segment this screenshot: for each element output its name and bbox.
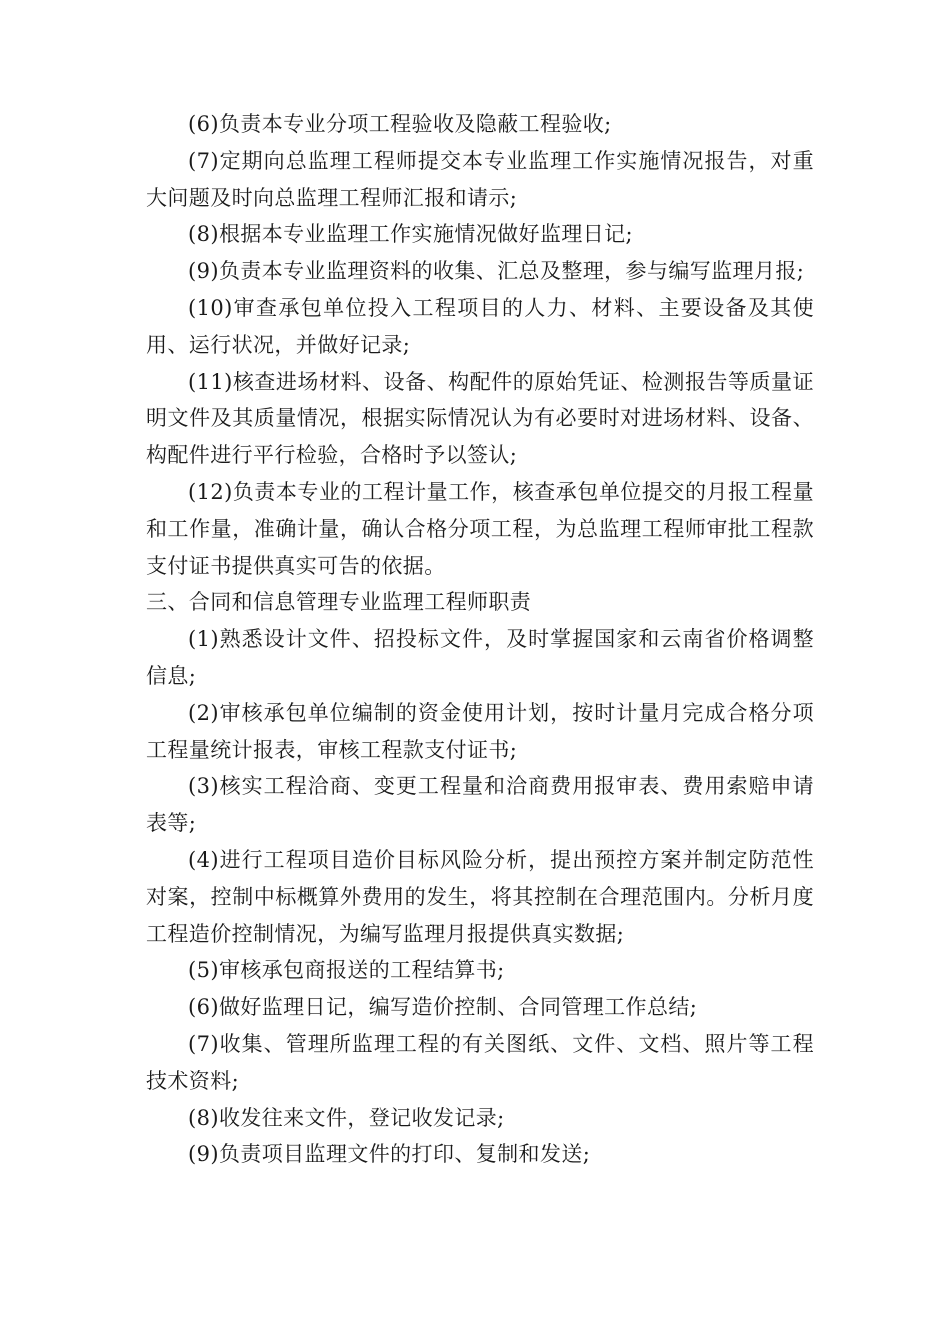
duty-item-a12: (12)负责本专业的工程计量工作，核查承包单位提交的月报工程量和工作量，准确计量，确认合格分项工程，为总监理工程师审批工程款支付证书提供真实可告的依据。 [146,479,814,578]
duty-item-b2: (2)审核承包单位编制的资金使用计划，按时计量月完成合格分项工程量统计报表，审核工程款支付证书; [146,700,814,762]
duty-item-b7: (7)收集、管理所监理工程的有关图纸、文件、文档、照片等工程技术资料; [146,1031,814,1093]
duty-item-a8: (8)根据本专业监理工作实施情况做好监理日记; [188,222,634,247]
duty-item-b3: (3)核实工程洽商、变更工程量和洽商费用报审表、费用索赔申请表等; [146,774,814,836]
duty-item-a10: (10)审查承包单位投入工程项目的人力、材料、主要设备及其使用、运行状况，并做好记录; [146,295,814,357]
duty-item-b5: (5)审核承包商报送的工程结算书; [188,958,505,983]
document-body [146,106,814,1173]
duty-item-b6: (6)做好监理日记，编写造价控制、合同管理工作总结; [188,995,698,1020]
duty-item-b1: (1)熟悉设计文件、招投标文件，及时掌握国家和云南省价格调整信息; [146,627,814,688]
duty-item-a11: (11)核查进场材料、设备、构配件的原始凭证、检测报告等质量证明文件及其质量情况，根据实际情况认为有必要时对进场材料、设备、构配件进行平行检验，合格时予以签认; [146,369,814,468]
section-heading: 三、合同和信息管理专业监理工程师职责 [146,590,532,615]
duty-item-b9: (9)负责项目监理文件的打印、复制和发送; [188,1142,591,1167]
duty-item-a7: (7)定期向总监理工程师提交本专业监理工作实施情况报告，对重大问题及时向总监理工程师汇报和请示; [146,148,814,210]
duty-item-b8: (8)收发往来文件，登记收发记录; [188,1105,505,1130]
duty-item-b4: (4)进行工程项目造价目标风险分析，提出预控方案并制定防范性对案，控制中标概算外费用的发生，将其控制在合理范围内。分析月度工程造价控制情况，为编写监理月报提供真实数据; [146,847,814,946]
duty-item-a6: (6)负责本专业分项工程验收及隐蔽工程验收; [188,112,612,136]
duty-item-a9: (9)负责本专业监理资料的收集、汇总及整理，参与编写监理月报; [188,259,805,284]
